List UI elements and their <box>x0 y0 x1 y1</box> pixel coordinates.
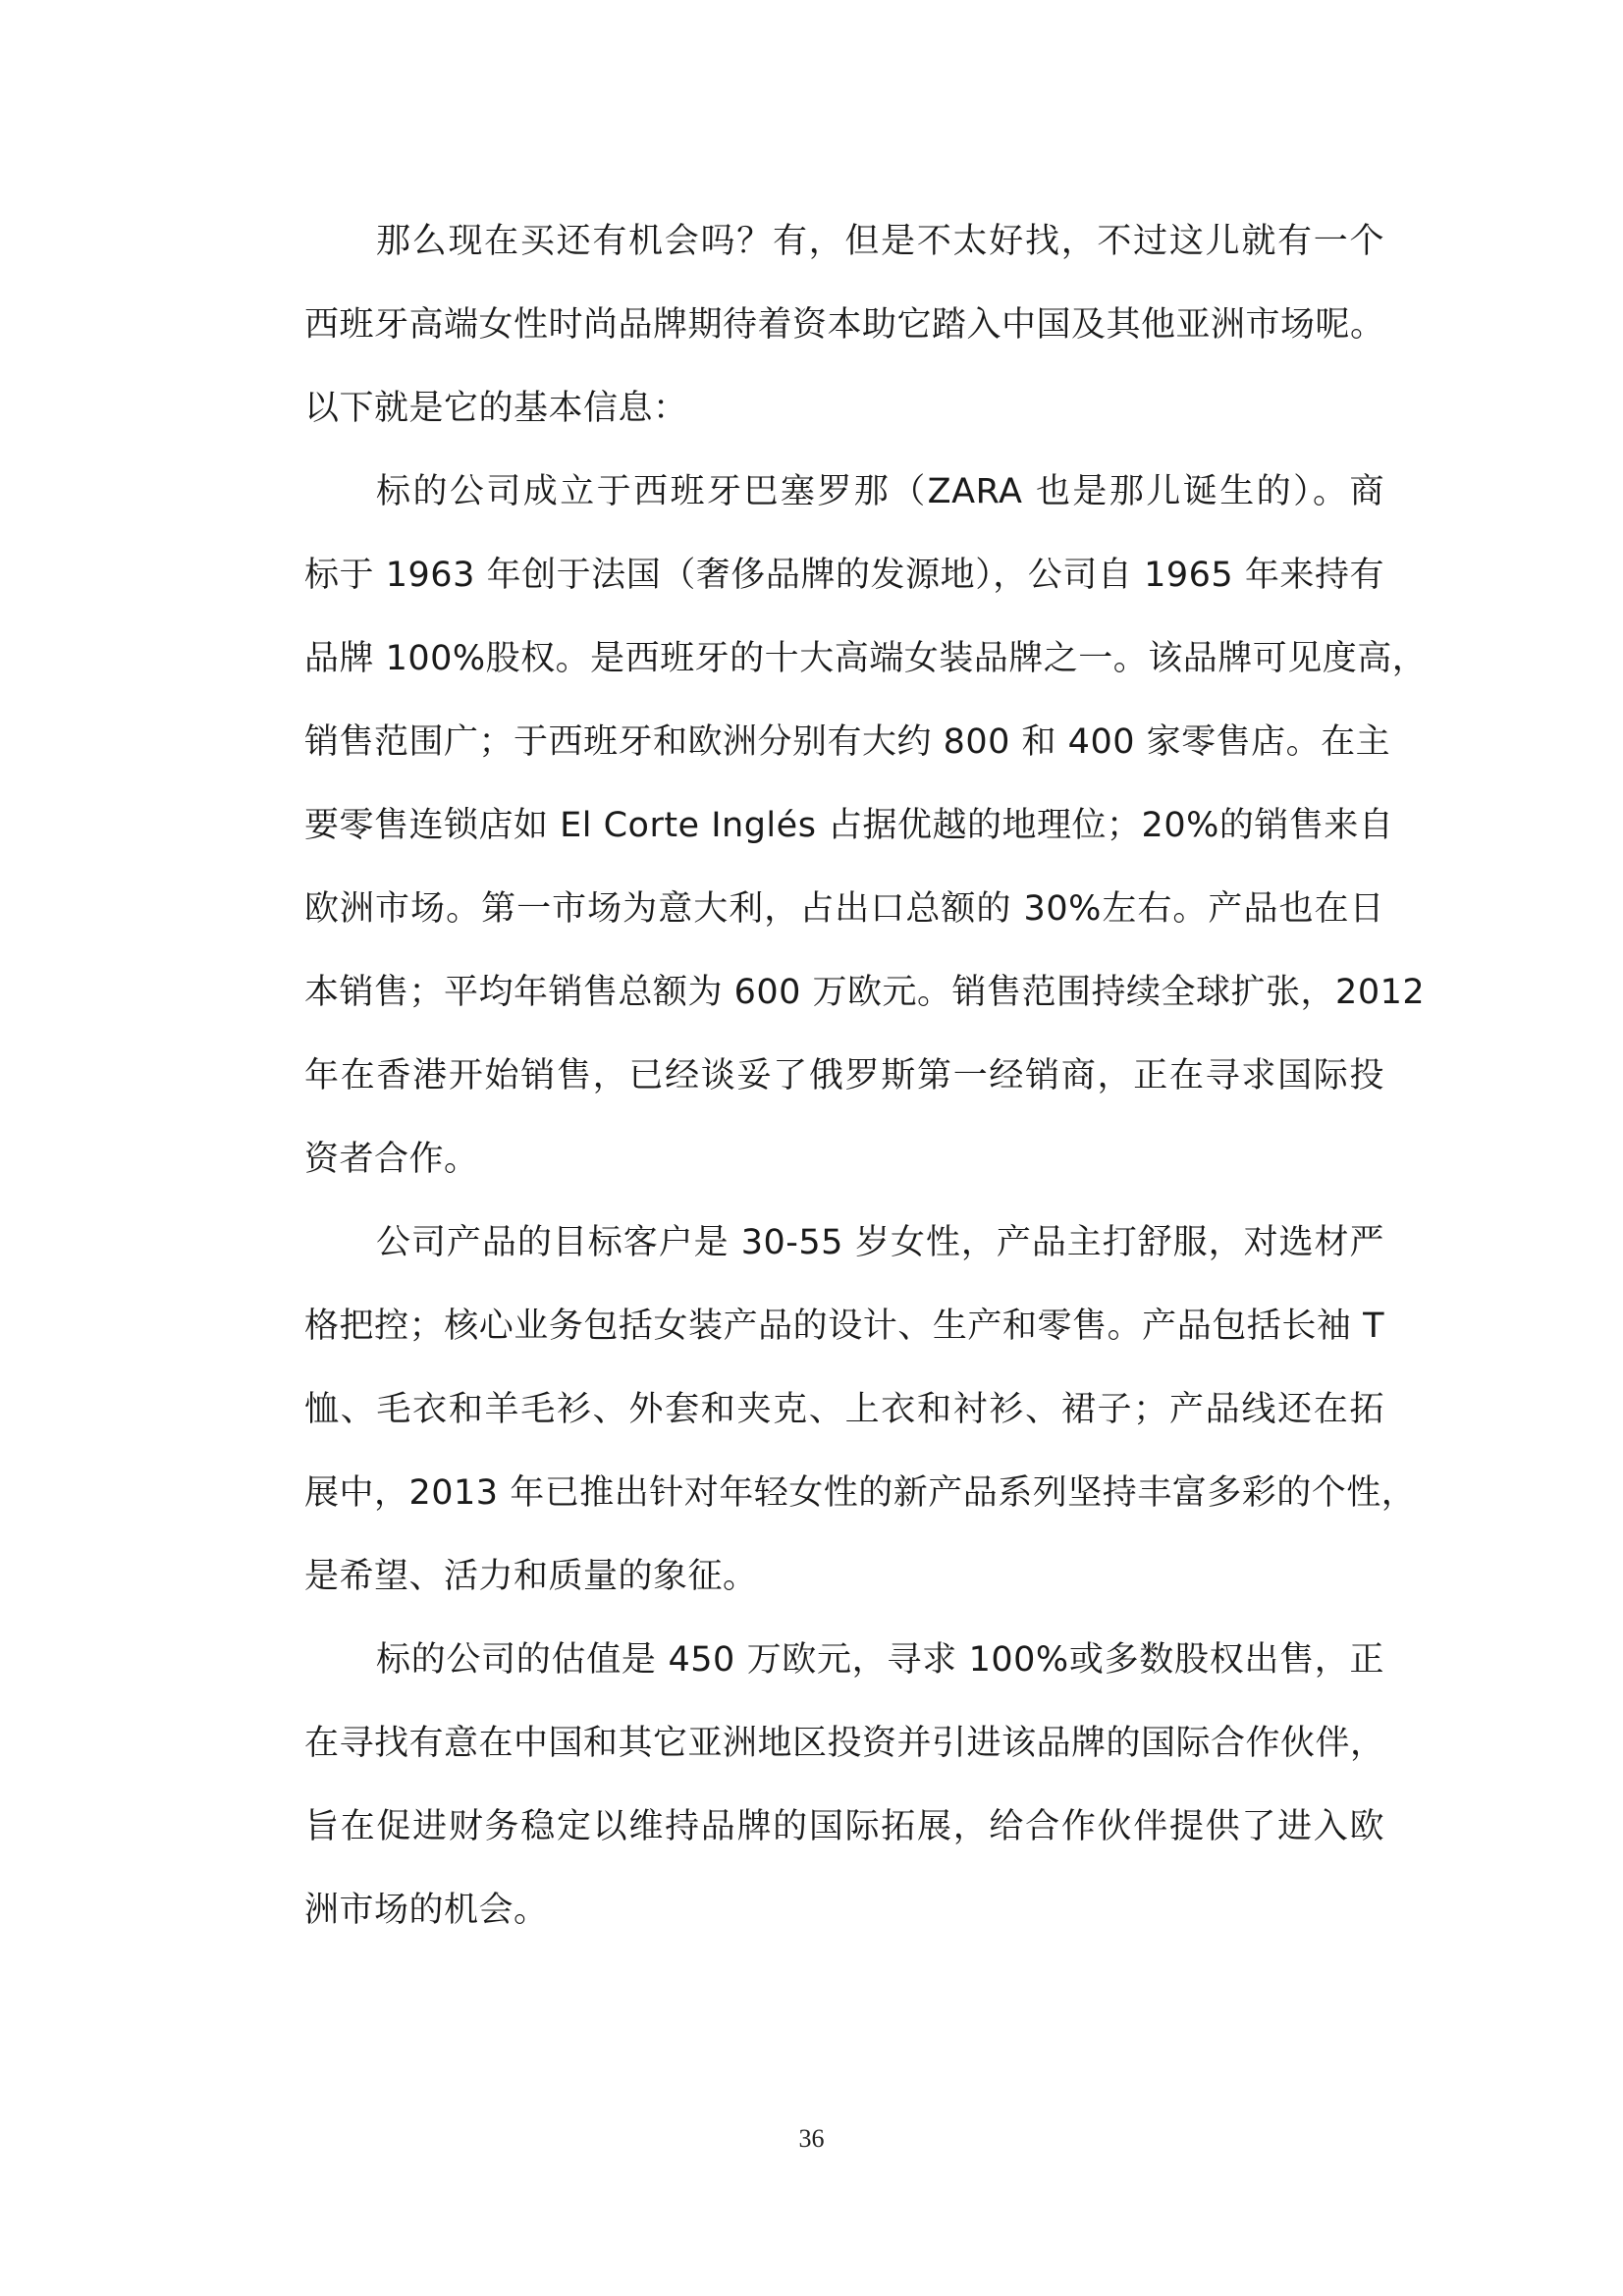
text-line: 恤、毛衣和羊毛衫、外套和夹克、上衣和衬衫、裙子；产品线还在拓 <box>304 1390 1384 1429</box>
text-line: 洲市场的机会。 <box>304 1891 549 1930</box>
text-line: 格把控；核心业务包括女装产品的设计、生产和零售。产品包括长袖 T <box>304 1307 1384 1346</box>
text-line: 那么现在买还有机会吗？有，但是不太好找，不过这儿就有一个 <box>376 222 1384 261</box>
text-line: 品牌 100%股权。是西班牙的十大高端女装品牌之一。该品牌可见度高， <box>304 639 1428 678</box>
text-line: 要零售连锁店如 El Corte Inglés 占据优越的地理位；20%的销售来自 <box>304 806 1394 845</box>
text-line: 标的公司的估值是 450 万欧元，寻求 100%或多数股权出售，正 <box>376 1640 1384 1680</box>
text-line: 标于 1963 年创于法国（奢侈品牌的发源地），公司自 1965 年来持有 <box>304 556 1384 595</box>
text-line: 年在香港开始销售，已经谈妥了俄罗斯第一经销商，正在寻求国际投 <box>304 1056 1384 1095</box>
text-line: 销售范围广；于西班牙和欧洲分别有大约 800 和 400 家零售店。在主 <box>304 722 1391 762</box>
text-line: 欧洲市场。第一市场为意大利，占出口总额的 30%左右。产品也在日 <box>304 889 1384 929</box>
text-line: 以下就是它的基本信息： <box>304 389 688 428</box>
text-line: 是希望、活力和质量的象征。 <box>304 1557 758 1596</box>
text-line: 在寻找有意在中国和其它亚洲地区投资并引进该品牌的国际合作伙伴， <box>304 1724 1385 1763</box>
text-line: 标的公司成立于西班牙巴塞罗那（ZARA 也是那儿诞生的）。商 <box>376 472 1384 511</box>
text-line: 旨在促进财务稳定以维持品牌的国际拓展，给合作伙伴提供了进入欧 <box>304 1807 1384 1846</box>
text-line: 本销售；平均年销售总额为 600 万欧元。销售范围持续全球扩张，2012 <box>304 973 1426 1012</box>
text-line: 公司产品的目标客户是 30-55 岁女性，产品主打舒服，对选材严 <box>376 1223 1384 1262</box>
text-line: 展中，2013 年已推出针对年轻女性的新产品系列坚持丰富多彩的个性， <box>304 1473 1417 1513</box>
text-line: 资者合作。 <box>304 1140 479 1179</box>
page-number: 36 <box>798 2124 825 2153</box>
text-line: 西班牙高端女性时尚品牌期待着资本助它踏入中国及其他亚洲市场呢。 <box>304 305 1385 345</box>
